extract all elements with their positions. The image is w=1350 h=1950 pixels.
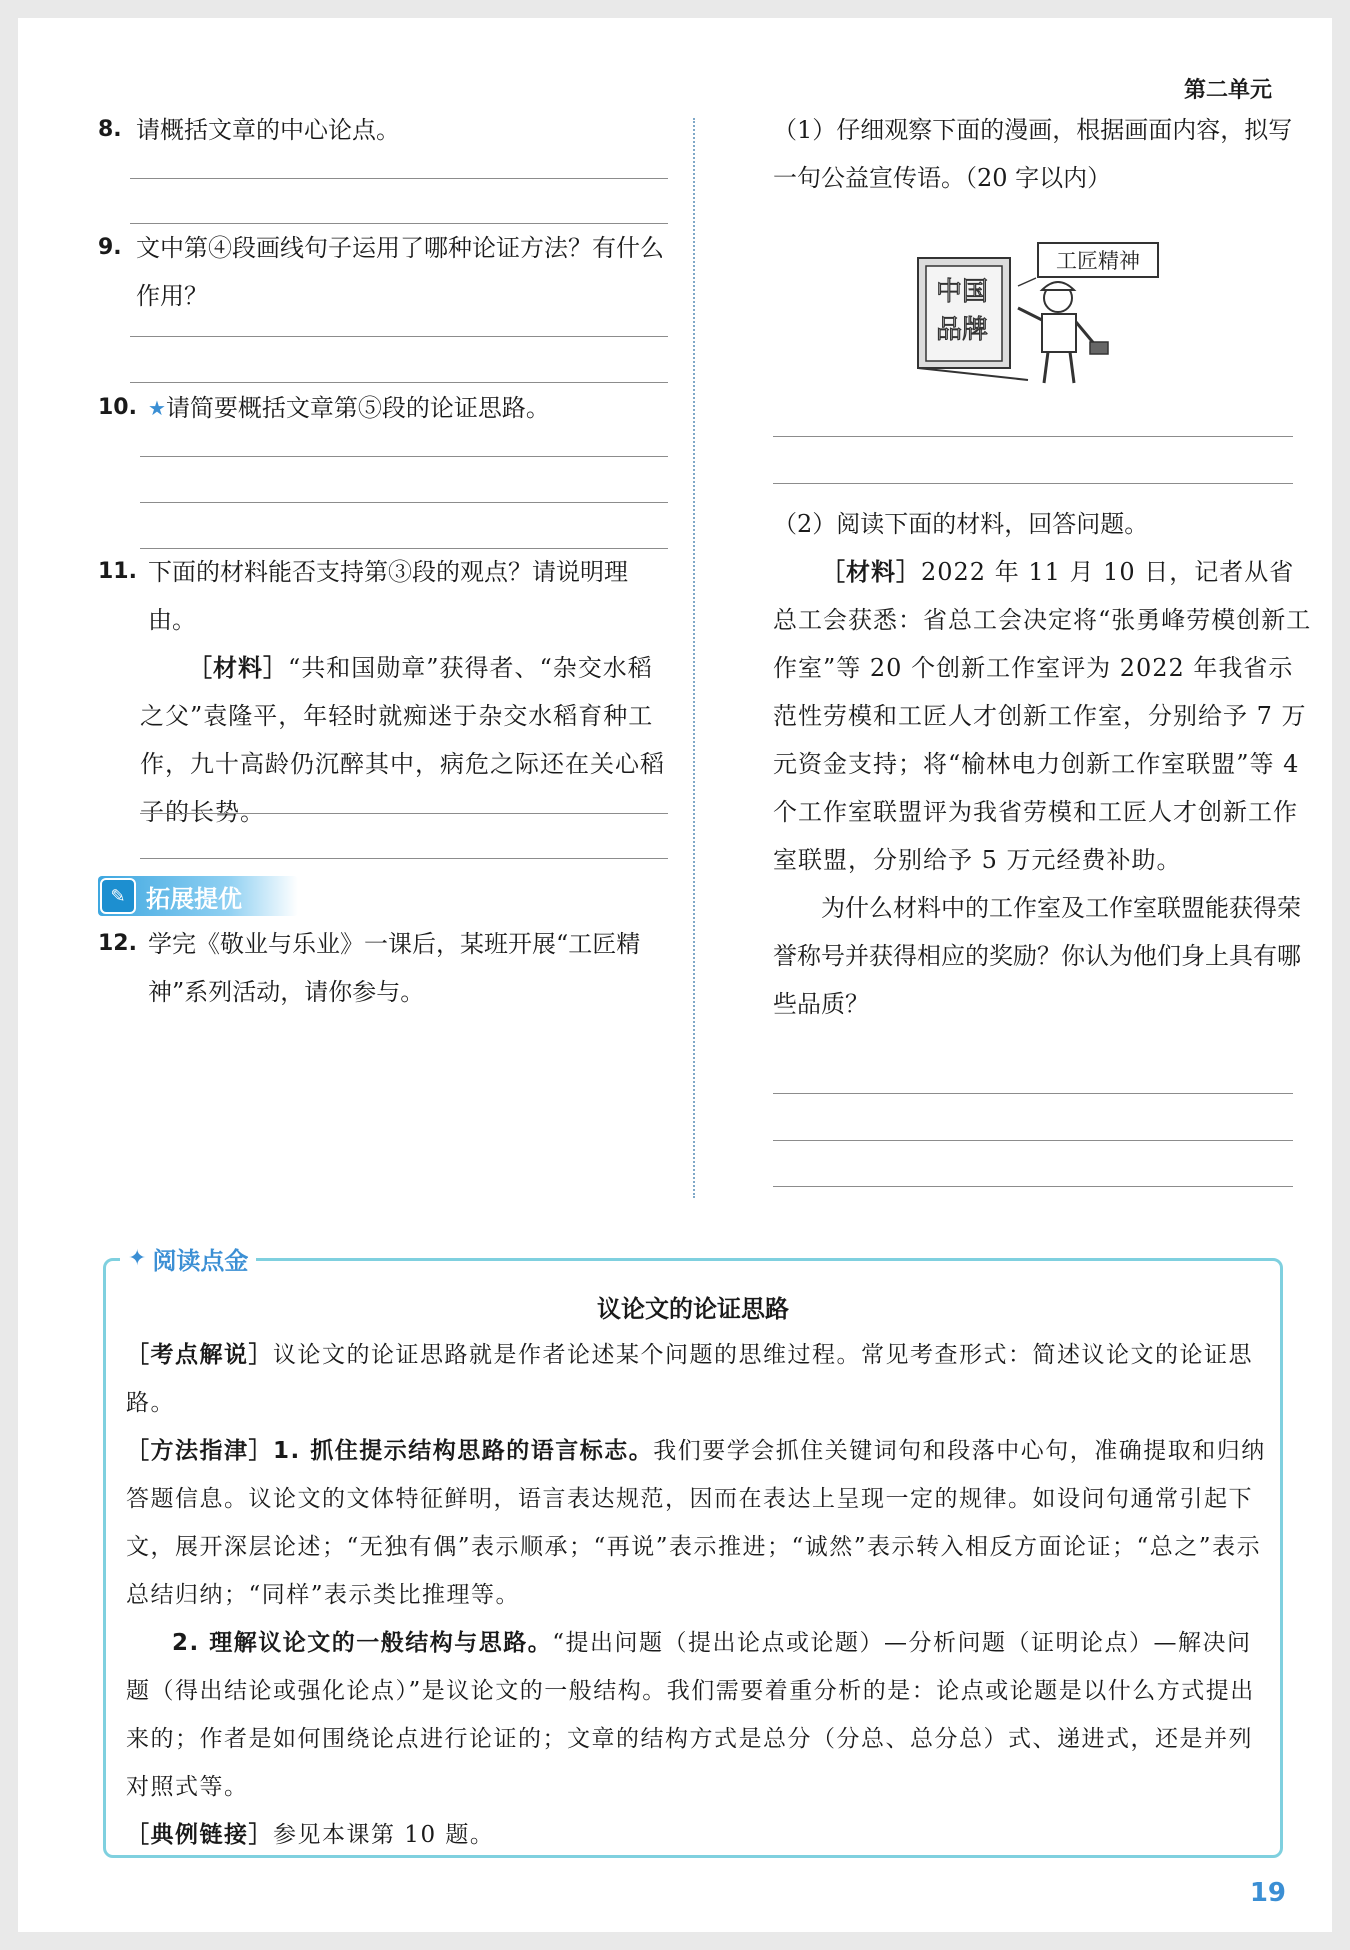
question-text: 学完《敬业与乐业》一课后，某班开展“工匠精神”系列活动，请你参与。 [148,930,641,1006]
question-number: 9. [98,235,122,260]
tips-heading: 议论文的论证思路 [597,1295,789,1323]
material-text: “共和国勋章”获得者、“杂交水稻之父”袁隆平，年轻时就痴迷于杂交水稻育种工作，九十高龄仍沉醉其中，病危之际还在关心稻子的长势。 [140,654,665,826]
answer-line[interactable] [130,336,668,337]
reading-tips-box [103,1246,1283,1858]
question-8 [98,106,668,154]
question-text: 请概括文章的中心论点。 [136,116,400,144]
material-paragraph [773,548,1313,884]
question-text: 下面的材料能否支持第③段的观点？请说明理由。 [148,558,628,634]
tips-box-title [120,1241,256,1276]
answer-line[interactable] [130,178,668,179]
question-number: 11. [98,559,137,584]
kaodian-text: 议论文的论证思路就是作者论述某个问题的思维过程。常见考查形式：简述议论文的论证思路。 [126,1342,1253,1416]
question-9 [98,224,668,320]
question-text [148,384,668,432]
question-number: 8. [98,117,122,142]
answer-line[interactable] [773,483,1293,484]
question-10 [98,384,668,432]
method-2-title: 2. 理解议论文的一般结构与思路。 [172,1630,553,1656]
method-1-text: 我们要学会抓住关键词句和段落中心句，准确提取和归纳答题信息。议论文的文体特征鲜明，语言表达规范，因而在表达上呈现一定的规律。如设问句通常引起下文，展开深层论述；“无独有偶”表示顺承；“再说”表示推进；“诚然”表示转入相反方面论证；“总之”表示总结归纳；“同样”表示类比推理等。 [126,1438,1266,1608]
answer-line[interactable] [773,436,1293,437]
method-2-text: “提出问题（提出论点或论题）—分析问题（证明论点）—解决问题（得出结论或强化论点）”是议论文的一般结构。我们需要着重分析的是：论点或论题是以什么方式提出来的；作者是如何围绕论点进行论证的；文章的结构方式是总分（分总、总分总）式、递进式，还是并列对照式等。 [126,1630,1255,1800]
dianli-tag: ［典例链接］ [126,1822,273,1848]
page-number: 19 [1249,1878,1286,1908]
answer-line[interactable] [140,858,668,859]
question-12 [98,920,668,1016]
column-divider [693,118,695,1198]
question-number: 10. [98,395,137,420]
method-1-paragraph [126,1427,1266,1619]
material-paragraph [140,644,668,836]
question-number: 12. [98,931,137,956]
part-2 [773,500,1313,1028]
tips-title-text: 阅读点金 [152,1247,249,1275]
comic-illustration [908,238,1168,388]
answer-line[interactable] [773,1140,1293,1141]
answer-line[interactable] [773,1186,1293,1187]
speech-bubble-text: 工匠精神 [1056,249,1140,273]
star-icon: ★ [148,396,166,420]
sparkle-icon: ✦ [128,1246,147,1271]
question-text: 文中第④段画线句子运用了哪种论证方法？有什么作用？ [136,234,664,310]
material-tag: ［材料］ [821,558,921,586]
pencil-icon: ✎ [100,878,136,914]
question-11 [98,548,668,836]
answer-line[interactable] [140,813,668,814]
unit-header: 第二单元 [1183,78,1272,103]
method-1-title: 1. 抓住提示结构思路的语言标志。 [273,1438,654,1464]
part-1 [773,106,1313,202]
kaodian-tag: ［考点解说］ [126,1342,273,1368]
method-2-paragraph [126,1619,1266,1811]
answer-line[interactable] [773,1093,1293,1094]
material-text: 2022 年 11 月 10 日，记者从省总工会获悉：省总工会决定将“张勇峰劳模创新工作室”等 20 个创新工作室评为 2022 年我省示范性劳模和工匠人才创新工作室，分别给予 7 万元资金支持；将“榆林电力创新工作室联盟”等 4 个工作室联盟评为我省劳模和工匠人才创新工作室联盟，分别给予 5 万元经费补助。 [773,558,1312,874]
fangfa-tag: ［方法指津］ [126,1438,273,1464]
material-tag: ［材料］ [188,654,288,682]
dianli-text: 参见本课第 10 题。 [273,1822,495,1848]
tips-body [126,1331,1266,1859]
part-1-text: （1）仔细观察下面的漫画，根据画面内容，拟写一句公益宣传语。（20 字以内） [773,116,1293,192]
section-badge [98,876,298,916]
answer-line[interactable] [130,382,668,383]
workbook-page [18,18,1332,1932]
section-label: 拓展提优 [146,884,242,913]
question-text-body: 请简要概括文章第⑤段的论证思路。 [165,394,550,422]
dianli-paragraph [126,1811,1266,1859]
part-2-text: （2）阅读下面的材料，回答问题。 [773,510,1149,538]
kaodian-paragraph [126,1331,1266,1427]
sign-text: 中国品牌 [936,277,989,345]
answer-line[interactable] [140,456,668,457]
answer-line[interactable] [140,502,668,503]
part-2-question: 为什么材料中的工作室及工作室联盟能获得荣誉称号并获得相应的奖励？你认为他们身上具有哪些品质？ [773,894,1301,1018]
